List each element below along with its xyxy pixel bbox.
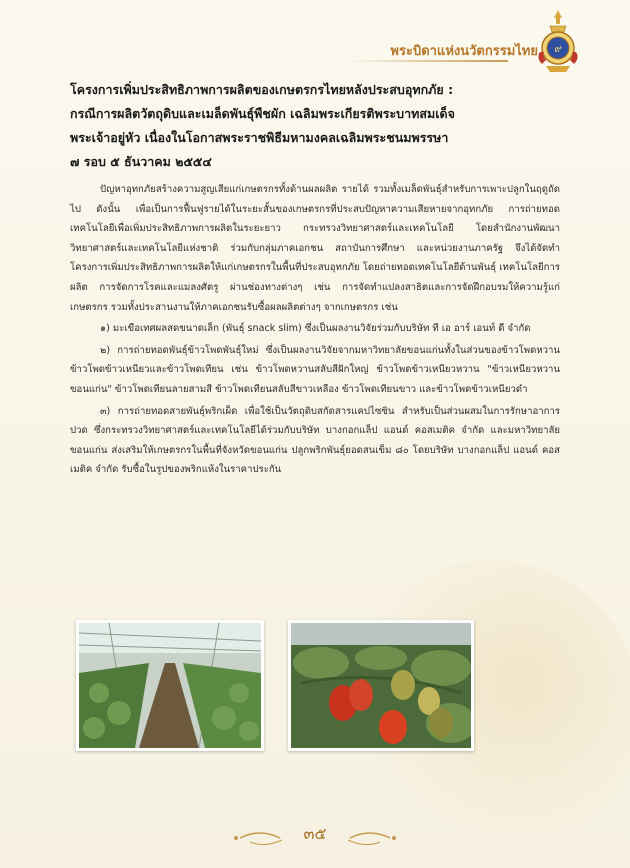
header-divider — [348, 60, 508, 62]
page-footer — [0, 822, 630, 852]
greenhouse-rows-photo — [76, 620, 264, 751]
svg-text:๙: ๙ — [554, 44, 562, 55]
list-item-corn: ๒) การถ่ายทอดพันธุ์ข้าวโพดพันธุ์ใหม่ ซึ่งเป็นผลงานวิจัยจากมหาวิทยาลัยขอนแก่นทั้งในส่วนของข้าวโพดหวาน ข้าวโพดข้าวเหนียวและข้าวโพดเทียน เช่น ข้าวโพดหวานสลับสีฝักใหญ่ ข้าวโพดข้าวเหนียวหวาน "ข้าวเหนียวหวานขอนแก่น" ข้าวโพดเทียนลายสามสี ข้าวโพดเทียนสลับสีขาวเหลือง ข้าวโพดเทียนขาว และข้าวโพดข้าวเหนียวดำ — [70, 344, 560, 395]
page-number: ๓๕ — [303, 824, 327, 843]
article-body — [70, 180, 560, 482]
tomato-plant-photo — [288, 620, 474, 751]
royal-emblem-icon — [534, 8, 582, 76]
article-title — [70, 78, 560, 174]
list-item-tomato: ๑) มะเขือเทศผลสดขนาดเล็ก (พันธุ์ snack slim) ซึ่งเป็นผลงานวิจัยร่วมกับบริษัท ที เอ อาร์ เอนท์ ดี จำกัด — [100, 323, 531, 335]
title-line: ๗ รอบ ๕ ธันวาคม ๒๕๕๔ — [70, 154, 212, 169]
list-item-chili: ๓) การถ่ายทอดสายพันธุ์พริกเผ็ด เพื่อใช้เป็นวัตถุดิบสกัดสารแคปไซซิน สำหรับเป็นส่วนผสมในการรักษาอาการปวด ซึ่งกระทรวงวิทยาศาสตร์และเทคโนโลยีได้ร่วมกับบริษัท บางกอกแล็ป แอนด์ คอสเมติค จำกัด และมหาวิทยาลัยขอนแก่น ส่งเสริมให้เกษตรกรในพื้นที่จังหวัดขอนแก่น ปลูกพริกพันธุ์ยอดสนเข็ม ๘๐ โดยบริษัท บางกอกแล็ป แอนด์ คอสเมติค จำกัด รับซื้อในรูปของพริกแห้งในราคาประกัน — [70, 405, 560, 476]
title-line: พระเจ้าอยู่หัว เนื่องในโอกาสพระราชพิธีมหามงคลเฉลิมพระชนมพรรษา — [70, 130, 449, 145]
header-title: พระบิดาแห่งนวัตกรรมไทย — [390, 44, 538, 59]
intro-paragraph: ปัญหาอุทกภัยสร้างความสูญเสียแก่เกษตรกรทั้งด้านผลผลิต รายได้ รวมทั้งเมล็ดพันธุ์สำหรับการเพาะปลูกในฤดูถัดไป ดังนั้น เพื่อเป็นการฟื้นฟูรายได้ในระยะสั้นของเกษตรกรที่ประสบปัญหาความเสียหายจากอุทกภัย การถ่ายทอดเทคโนโลยีเพื่อเพิ่มประสิทธิภาพการผลิตในระยะยาว กระทรวงวิทยาศาสตร์และเทคโนโลยี โดยสำนักงานพัฒนาวิทยาศาสตร์และเทคโนโลยีแห่งชาติ ร่วมกับกลุ่มภาคเอกชน สถาบันการศึกษา และหน่วยงานภาครัฐ จึงได้จัดทำโครงการเพิ่มประสิทธิภาพการผลิตให้แก่เกษตรกรในพื้นที่ประสบอุทกภัย โดยถ่ายทอดเทคโนโลยีด้านพันธุ์ เทคโนโลยีการผลิต การจัดการโรคและแมลงศัตรู ผ่านช่องทางต่างๆ เช่น การจัดทำแปลงสาธิตและการจัดฝึกอบรมให้ความรู้แก่เกษตรกร รวมทั้งประสานงานให้ภาคเอกชนรับซื้อผลผลิตต่างๆ จากเกษตรกร เช่น — [70, 184, 560, 313]
title-line: โครงการเพิ่มประสิทธิภาพการผลิตของเกษตรกรไทยหลังประสบอุทกภัย : — [70, 82, 454, 97]
title-line: กรณีการผลิตวัตถุดิบและเมล็ดพันธุ์พืชผัก เฉลิมพระเกียรติพระบาทสมเด็จ — [70, 106, 455, 121]
